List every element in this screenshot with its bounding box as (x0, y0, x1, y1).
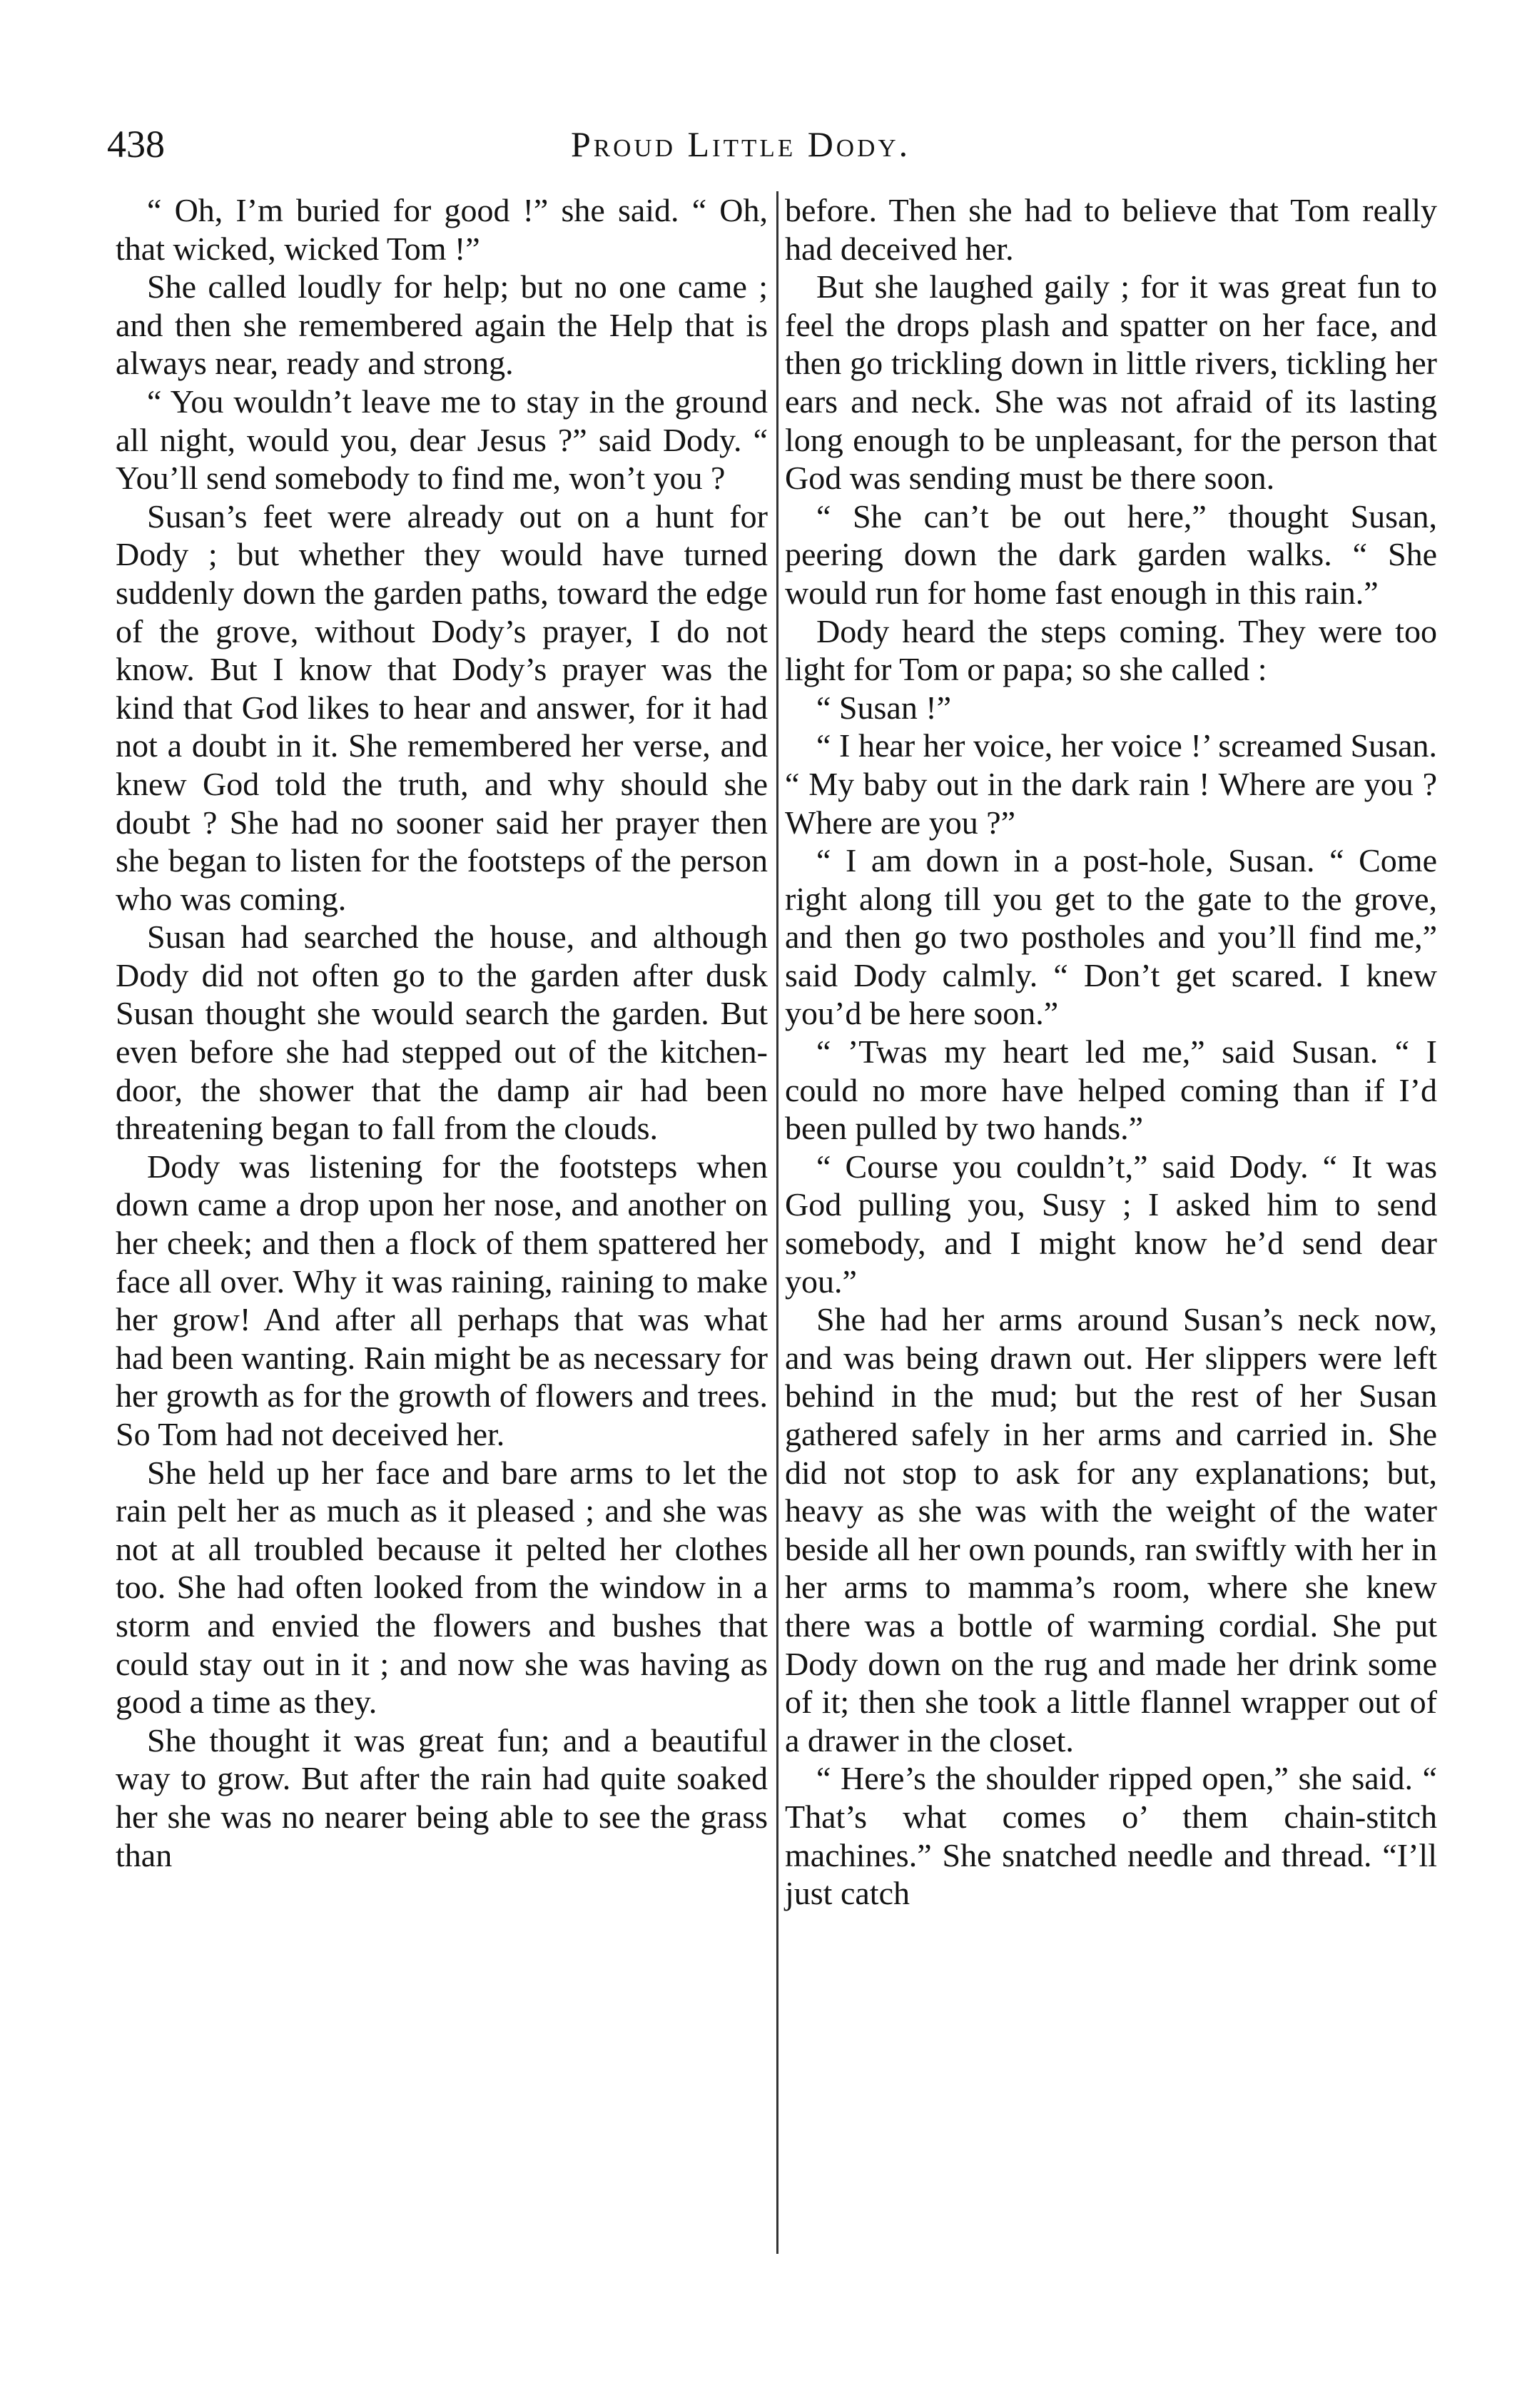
paragraph: “ Course you couldn’t,” said Dody. “ It was God pulling you, Susy ; I asked him to send somebody, and I might know he’d send dear you.” (785, 1148, 1437, 1300)
column-divider (776, 191, 778, 2254)
paragraph: “ You wouldn’t leave me to stay in the ground all night, would you, dear Jesus ?” said Dody. “ You’ll send somebody to find me, won’t you ? (116, 383, 768, 497)
paragraph: “ I am down in a post-hole, Susan. “ Come right along till you get to the gate to the grove, and then go two postholes and you’ll find me,” said Dody calmly. “ Don’t get scared. I knew you’d be here soon.” (785, 842, 1437, 1032)
paragraph: She had her arms around Susan’s neck now, and was being drawn out. Her slippers were left behind in the mud; but the rest of her Susan gathered safely in her arms and carried in. She did not stop to ask for any explanations; but, heavy as she was with the weight of the water beside all her own pounds, ran swiftly with her in her arms to mamma’s room, where she knew there was a bottle of warming cordial. She put Dody down on the rug and made her drink some of it; then she took a little flannel wrapper out of a drawer in the closet. (785, 1301, 1437, 1759)
paragraph: She held up her face and bare arms to let the rain pelt her as much as it pleased ; and she was not at all troubled because it pelted her clothes too. She had often looked from the window in a storm and envied the flowers and bushes that could stay out in it ; and now she was having as good a time as they. (116, 1454, 768, 1721)
running-title: Proud Little Dody. (571, 124, 911, 164)
paragraph: Susan’s feet were already out on a hunt for Dody ; but whether they would have turned suddenly down the garden paths, toward the edge of the grove, without Dody’s prayer, I do not know. But I know that Dody’s prayer was the kind that God likes to hear and answer, for it had not a doubt in it. She remembered her verse, and knew God told the truth, and why should she doubt ? She had no sooner said her prayer then she began to listen for the footsteps of the person who was coming. (116, 497, 768, 917)
paragraph: “ I hear her voice, her voice !’ screamed Susan. “ My baby out in the dark rain ! Where are you ? Where are you ?” (785, 727, 1437, 841)
paragraph: before. Then she had to believe that Tom really had deceived her. (785, 192, 1437, 267)
paragraph: Dody was listening for the footsteps when down came a drop upon her nose, and another on her cheek; and then a flock of them spattered her face all over. Why it was raining, raining to make her grow! And after all perhaps that was what had been wanting. Rain might be as necessary for her growth as for the growth of flowers and trees. So Tom had not deceived her. (116, 1148, 768, 1452)
paragraph: Susan had searched the house, and although Dody did not often go to the garden after dusk Susan thought she would search the garden. But even before she had stepped out of the kitchen-door, the shower that the damp air had been threatening began to fall from the clouds. (116, 919, 768, 1147)
paragraph: “ Oh, I’m buried for good !” she said. “ Oh, that wicked, wicked Tom !” (116, 192, 768, 267)
paragraph: She called loudly for help; but no one came ; and then she remembered again the Help that is always near, ready and strong. (116, 268, 768, 382)
paragraph: She thought it was great fun; and a beautiful way to grow. But after the rain had quite soaked her she was no nearer being able to see the grass than (116, 1721, 768, 1873)
paragraph: “ Susan !” (816, 689, 952, 726)
page-number: 438 (107, 123, 165, 166)
right-column (785, 191, 1437, 1913)
paragraph: “ Here’s the shoulder ripped open,” she said. “ That’s what comes o’ them chain-stitch machines.” She snatched needle and thread. “I’ll just catch (785, 1760, 1437, 1912)
paragraph: Dody heard the steps coming. They were too light for Tom or papa; so she called : (785, 612, 1437, 688)
paragraph: But she laughed gaily ; for it was great fun to feel the drops plash and spatter on her face, and then go trickling down in little rivers, tickling her ears and neck. She was not afraid of its lasting long enough to be unpleasant, for the person that God was sending must be there soon. (785, 268, 1437, 497)
paragraph: “ ’Twas my heart led me,” said Susan. “ I could no more have helped coming than if I’d been pulled by two hands.” (785, 1033, 1437, 1147)
paragraph: “ She can’t be out here,” thought Susan, peering down the dark garden walks. “ She would run for home fast enough in this rain.” (785, 497, 1437, 611)
left-column (116, 191, 768, 1874)
